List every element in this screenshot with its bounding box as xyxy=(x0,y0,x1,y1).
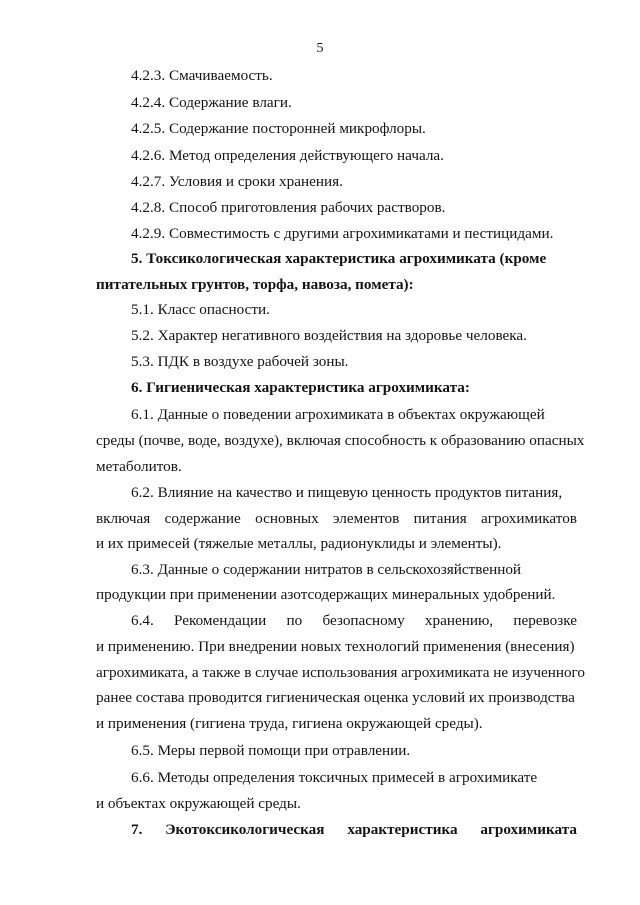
item-6-2-cont2: и их примесей (тяжелые металлы, радионуклиды и элементы). xyxy=(96,535,502,552)
item-6-4 xyxy=(131,612,577,630)
word: безопасному xyxy=(322,612,405,629)
item-6-3: 6.3. Данные о содержании нитратов в сельскохозяйственной xyxy=(131,561,522,578)
word: хранению, xyxy=(424,612,494,629)
item-5-2: 5.2. Характер негативного воздействия на здоровье человека. xyxy=(131,327,527,344)
item-4-2-7: 4.2.7. Условия и сроки хранения. xyxy=(131,173,343,190)
item-6-4-cont4: и применения (гигиена труда, гигиена окружающей среды). xyxy=(96,715,483,732)
item-4-2-4: 4.2.4. Содержание влаги. xyxy=(131,94,292,111)
item-6-1-cont: среды (почве, воде, воздухе), включая способность к образованию опасных xyxy=(96,432,585,449)
item-6-4-cont: и применению. При внедрении новых технологий применения (внесения) xyxy=(96,638,575,655)
item-5-3: 5.3. ПДК в воздухе рабочей зоны. xyxy=(131,353,349,370)
section-5-heading-cont: питательных грунтов, торфа, навоза, помета): xyxy=(96,276,414,293)
page-number: 5 xyxy=(316,41,324,56)
word: по xyxy=(286,612,303,629)
item-4-2-3: 4.2.3. Смачиваемость. xyxy=(131,67,273,84)
item-6-3-cont: продукции при применении азотсодержащих минеральных удобрений. xyxy=(96,586,556,603)
word: элементов xyxy=(333,510,400,527)
item-6-1: 6.1. Данные о поведении агрохимиката в объектах окружающей xyxy=(131,406,545,423)
item-6-2: 6.2. Влияние на качество и пищевую ценность продуктов питания, xyxy=(131,484,563,501)
item-6-2-cont xyxy=(96,510,577,528)
section-5-heading: 5. Токсикологическая характеристика агрохимиката (кроме xyxy=(131,250,547,267)
item-4-2-5: 4.2.5. Содержание посторонней микрофлоры. xyxy=(131,120,426,137)
item-4-2-8: 4.2.8. Способ приготовления рабочих растворов. xyxy=(131,199,446,216)
word: агрохимиката xyxy=(480,821,577,838)
word: основных xyxy=(255,510,319,527)
item-6-6-cont: и объектах окружающей среды. xyxy=(96,795,301,812)
item-5-1: 5.1. Класс опасности. xyxy=(131,301,270,318)
word: включая xyxy=(96,510,151,527)
item-6-6: 6.6. Методы определения токсичных примесей в агрохимикате xyxy=(131,769,538,786)
word: 7. xyxy=(131,821,143,838)
item-6-4-cont2: агрохимиката, а также в случае использования агрохимиката не изученного xyxy=(96,664,585,681)
item-6-5: 6.5. Меры первой помощи при отравлении. xyxy=(131,742,411,759)
word: перевозке xyxy=(513,612,577,629)
word: Рекомендации xyxy=(174,612,267,629)
item-4-2-9: 4.2.9. Совместимость с другими агрохимикатами и пестицидами. xyxy=(131,225,554,242)
item-4-2-6: 4.2.6. Метод определения действующего начала. xyxy=(131,147,444,164)
word: питания xyxy=(413,510,467,527)
item-6-1-cont2: метаболитов. xyxy=(96,458,182,475)
item-6-4-cont3: ранее состава проводится гигиеническая оценка условий их производства xyxy=(96,689,575,706)
word: содержание xyxy=(164,510,241,527)
word: Экотоксикологическая xyxy=(165,821,325,838)
word: характеристика xyxy=(347,821,458,838)
section-7-heading xyxy=(131,821,577,839)
word: агрохимикатов xyxy=(481,510,577,527)
section-6-heading: 6. Гигиеническая характеристика агрохимиката: xyxy=(131,379,470,396)
word: 6.4. xyxy=(131,612,154,629)
